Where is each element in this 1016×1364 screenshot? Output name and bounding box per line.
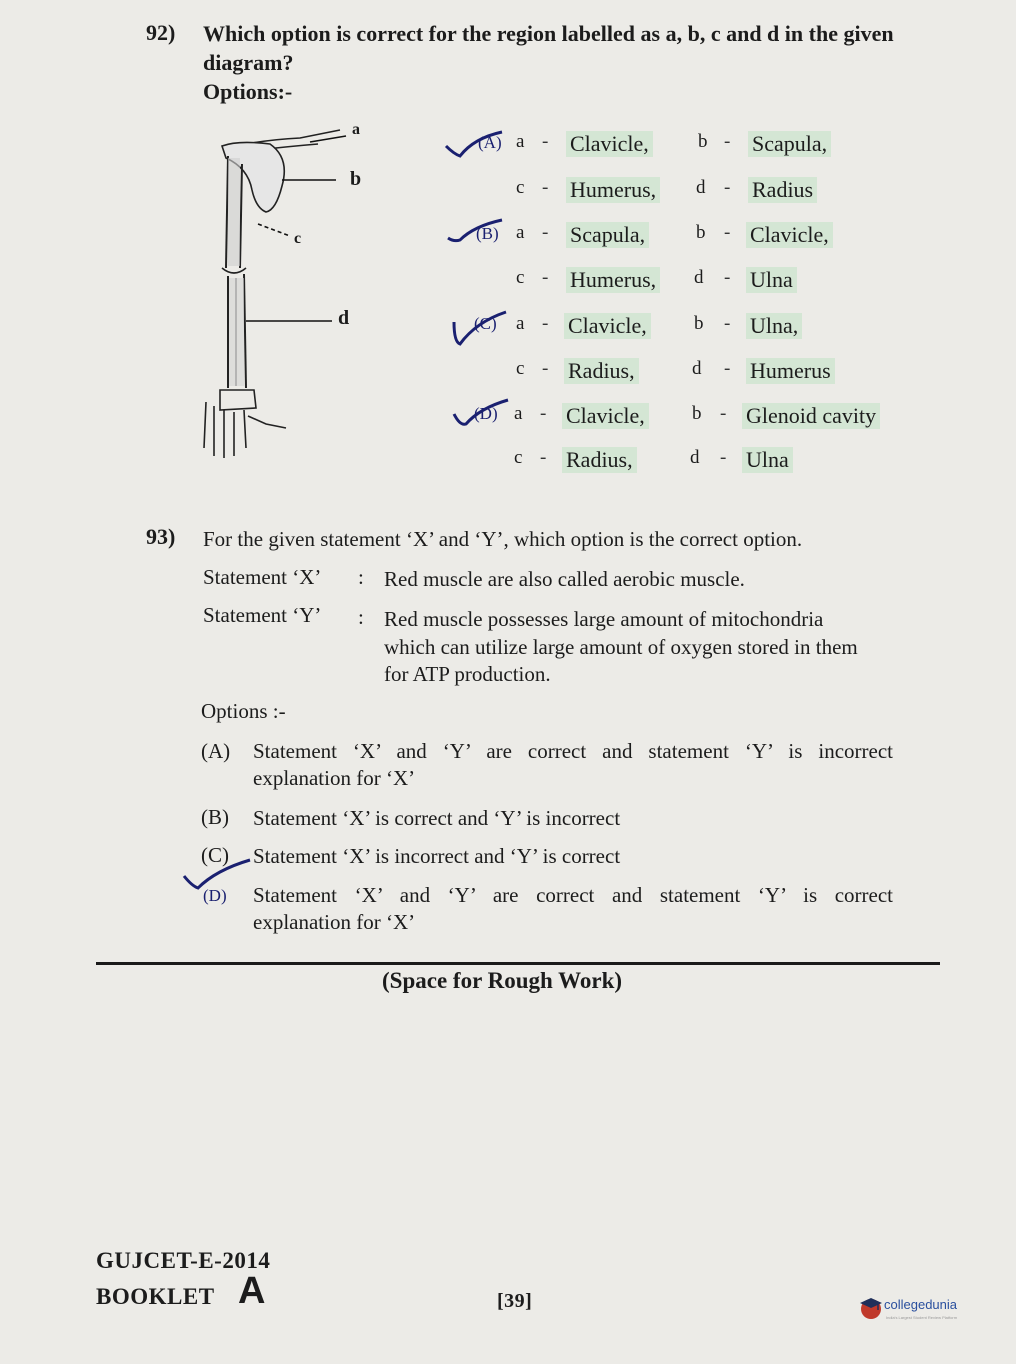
logo-text: collegedunia xyxy=(884,1297,958,1312)
opt-b-v4: Ulna xyxy=(746,267,797,293)
opt-dash: - xyxy=(542,358,549,379)
opt-c-v1: Clavicle, xyxy=(564,313,651,339)
statement-y-line3: for ATP production. xyxy=(384,662,551,686)
diagram-label-b: b xyxy=(350,168,362,190)
opt-dash: - xyxy=(540,403,547,424)
statement-y-colon: : xyxy=(358,605,364,629)
opt-dash: - xyxy=(540,447,547,468)
opt-dash: - xyxy=(724,222,731,243)
opt-dash: - xyxy=(542,177,549,198)
diagram-label-c: c xyxy=(294,230,302,247)
diagram-label-a: a xyxy=(352,121,360,138)
page-number: [39] xyxy=(497,1290,533,1312)
opt-d-v3: Radius, xyxy=(562,447,637,473)
q92-text-line2: diagram? xyxy=(203,50,294,75)
exam-code: GUJCET-E-2014 xyxy=(96,1248,271,1273)
opt-dash: - xyxy=(724,267,731,288)
humerus-bone xyxy=(226,156,228,268)
opt-b-l2: b xyxy=(696,222,706,243)
q93-option-d-line2[interactable]: explanation for ‘X’ xyxy=(253,910,416,934)
opt-b-l3: c xyxy=(516,267,525,288)
q92-text-line1: Which option is correct for the region labelled as a, b, c and d in the given xyxy=(203,21,894,46)
opt-dash: - xyxy=(724,177,731,198)
opt-dash: - xyxy=(542,222,549,243)
booklet-label: BOOKLET xyxy=(96,1284,215,1309)
q92-option-a-row2[interactable] xyxy=(516,177,916,207)
q93-option-c-marker[interactable]: (C) xyxy=(201,843,229,867)
logo-tagline: India's Largest Student Review Platform xyxy=(886,1315,958,1320)
opt-d-v1: Clavicle, xyxy=(562,403,649,429)
q92-option-c-row2[interactable] xyxy=(516,358,916,388)
opt-a-l1: a xyxy=(516,131,525,152)
q92-option-b-row1[interactable] xyxy=(516,222,916,252)
q93-option-d-line1[interactable]: Statement ‘X’ and ‘Y’ are correct and statement ‘Y’ is correct xyxy=(253,883,893,907)
opt-dash: - xyxy=(542,267,549,288)
opt-b-l1: a xyxy=(516,222,525,243)
opt-a-v1: Clavicle, xyxy=(566,131,653,157)
q93-option-a-line1[interactable]: Statement ‘X’ and ‘Y’ are correct and statement ‘Y’ is incorrect xyxy=(253,739,893,763)
opt-d-v4: Ulna xyxy=(742,447,793,473)
q92-option-c-marker[interactable]: (C) xyxy=(474,314,497,333)
q92-option-c-row1[interactable] xyxy=(516,313,916,343)
opt-d-l4: d xyxy=(690,447,700,468)
rough-work-label: (Space for Rough Work) xyxy=(382,968,623,993)
statement-y-line1: Red muscle possesses large amount of mitochondria xyxy=(384,607,824,631)
q93-option-a-line2[interactable]: explanation for ‘X’ xyxy=(253,766,416,790)
radius-bone xyxy=(244,274,246,388)
graduation-cap-icon xyxy=(858,1294,884,1320)
opt-a-v4: Radius xyxy=(748,177,817,203)
opt-dash: - xyxy=(720,403,727,424)
q92-option-d-row2[interactable] xyxy=(514,447,914,477)
opt-c-l1: a xyxy=(516,313,525,334)
q93-options-label: Options :- xyxy=(201,699,286,723)
arm-skeleton-svg xyxy=(190,118,370,468)
divider-line xyxy=(96,962,940,965)
q93-option-b-text[interactable]: Statement ‘X’ is correct and ‘Y’ is incorrect xyxy=(253,806,621,830)
opt-a-v2: Scapula, xyxy=(748,131,831,157)
arm-skeleton-diagram xyxy=(190,118,370,468)
opt-a-l3: c xyxy=(516,177,525,198)
statement-x-text: Red muscle are also called aerobic muscle. xyxy=(384,567,745,591)
q92-option-b-marker[interactable]: (B) xyxy=(476,224,499,243)
q92-number: 92) xyxy=(146,20,176,45)
booklet-letter: A xyxy=(238,1270,266,1312)
q92-option-d-row1[interactable] xyxy=(514,403,914,433)
opt-dash: - xyxy=(724,313,731,334)
q93-option-d-marker[interactable]: (D) xyxy=(203,886,227,905)
diagram-label-d: d xyxy=(338,307,350,329)
q92-options-label: Options:- xyxy=(203,79,293,104)
collegedunia-logo[interactable] xyxy=(856,1282,968,1334)
q93-text: For the given statement ‘X’ and ‘Y’, which option is the correct option. xyxy=(203,527,803,551)
opt-a-l2: b xyxy=(698,131,708,152)
statement-y-line2: which can utilize large amount of oxygen stored in them xyxy=(384,635,858,659)
opt-d-l3: c xyxy=(514,447,523,468)
statement-x-label: Statement ‘X’ xyxy=(203,565,322,589)
opt-d-l2: b xyxy=(692,403,702,424)
opt-dash: - xyxy=(724,131,731,152)
opt-c-v2: Ulna, xyxy=(746,313,802,339)
q92-option-a-row1[interactable] xyxy=(516,131,916,161)
q93-option-b-marker[interactable]: (B) xyxy=(201,805,229,829)
q92-option-d-marker[interactable]: (D) xyxy=(474,404,498,423)
opt-b-l4: d xyxy=(694,267,704,288)
opt-a-l4: d xyxy=(696,177,706,198)
opt-c-l2: b xyxy=(694,313,704,334)
q93-option-c-text[interactable]: Statement ‘X’ is incorrect and ‘Y’ is correct xyxy=(253,844,621,868)
q93-number: 93) xyxy=(146,524,176,549)
opt-dash: - xyxy=(542,131,549,152)
opt-dash: - xyxy=(720,447,727,468)
opt-c-l4: d xyxy=(692,358,702,379)
opt-d-v2: Glenoid cavity xyxy=(742,403,880,429)
opt-c-l3: c xyxy=(516,358,525,379)
statement-x-colon: : xyxy=(358,565,364,589)
q93-option-a-marker[interactable]: (A) xyxy=(201,739,231,763)
opt-a-v3: Humerus, xyxy=(566,177,660,203)
q92-option-b-row2[interactable] xyxy=(516,267,916,297)
opt-c-v3: Radius, xyxy=(564,358,639,384)
opt-dash: - xyxy=(542,313,549,334)
opt-b-v2: Clavicle, xyxy=(746,222,833,248)
opt-b-v3: Humerus, xyxy=(566,267,660,293)
opt-d-l1: a xyxy=(514,403,523,424)
q92-option-a-marker[interactable]: (A) xyxy=(478,133,502,152)
opt-c-v4: Humerus xyxy=(746,358,835,384)
opt-b-v1: Scapula, xyxy=(566,222,649,248)
opt-dash: - xyxy=(724,358,731,379)
statement-y-label: Statement ‘Y’ xyxy=(203,603,322,627)
